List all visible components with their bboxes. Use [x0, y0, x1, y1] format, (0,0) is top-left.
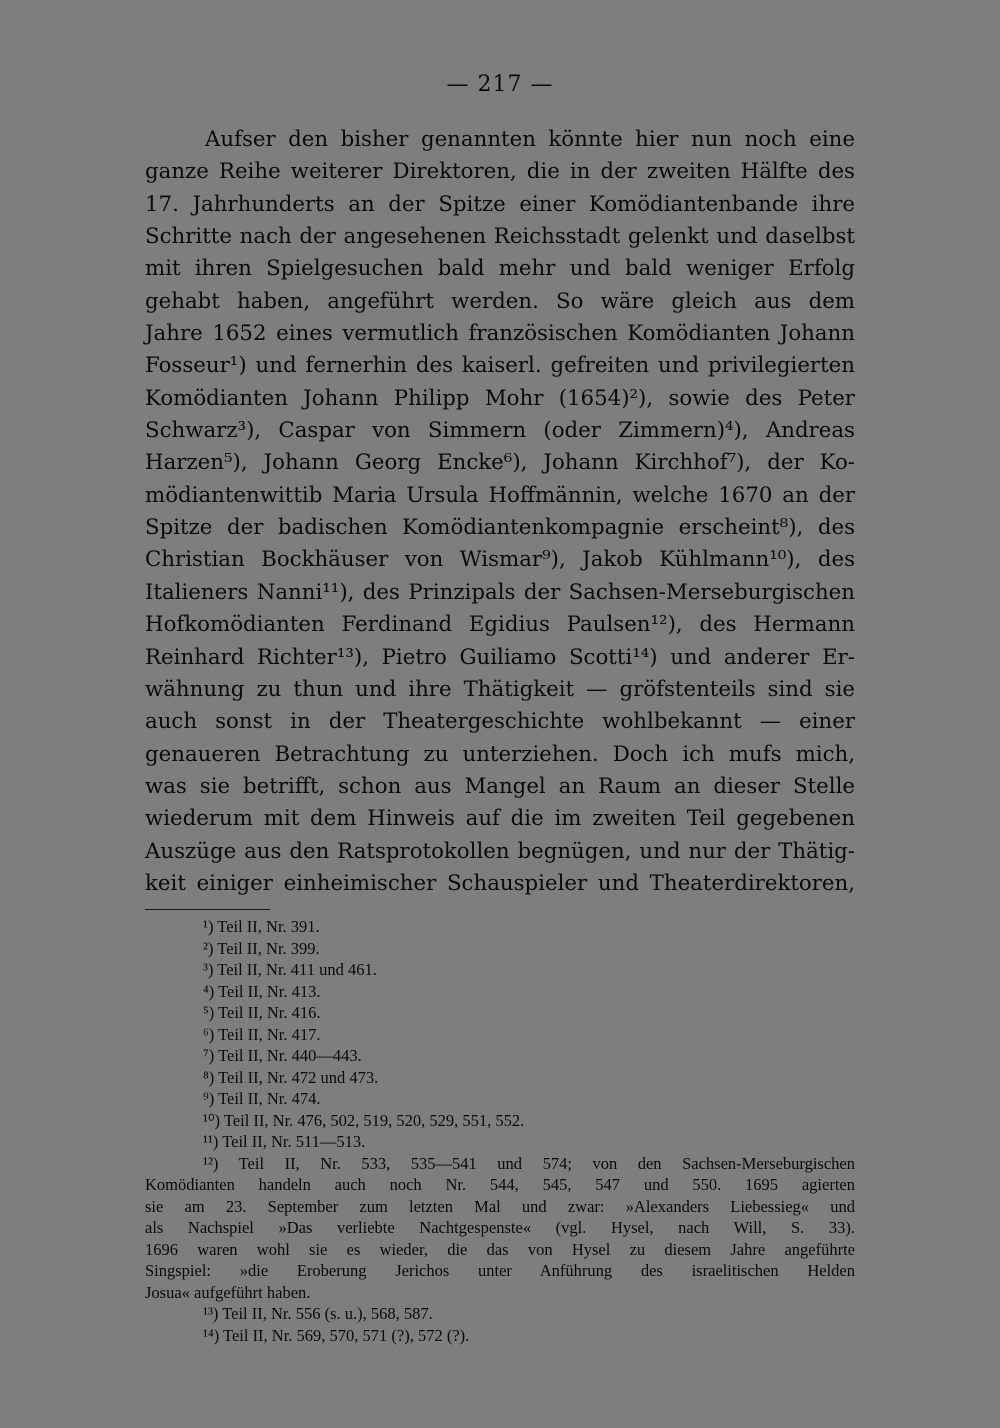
paragraph-line: Auszüge aus den Ratsprotokollen begnügen, und nur der Thätig- — [145, 838, 855, 864]
paragraph-line: was sie betrifft, schon aus Mangel an Raum an dieser Stelle — [145, 773, 855, 799]
footnote: ⁵) Teil II, Nr. 416. — [203, 1003, 321, 1022]
footnote-12-line: Josua« aufgeführt haben. — [145, 1282, 311, 1302]
paragraph-line: keit einiger einheimischer Schauspieler und Theaterdirektoren, — [145, 870, 855, 896]
main-paragraph — [145, 124, 855, 900]
paragraph-line: wähnung zu thun und ihre Thätigkeit — gröfstenteils sind sie — [145, 676, 855, 702]
paragraph-line: Hofkomödianten Ferdinand Egidius Paulsen¹²), des Hermann — [145, 612, 855, 638]
footnote: ¹⁰) Teil II, Nr. 476, 502, 519, 520, 529, 551, 552. — [203, 1110, 525, 1130]
footnote-12-line: ¹²) Teil II, Nr. 533, 535—541 und 574; von den Sachsen-Merseburgischen — [203, 1153, 855, 1173]
footnote: ¹) Teil II, Nr. 391. — [203, 917, 320, 936]
paragraph-line: Harzen⁵), Johann Georg Encke⁶), Johann Kirchhof⁷), der Ko- — [145, 450, 855, 476]
footnote: ⁹) Teil II, Nr. 474. — [203, 1089, 321, 1108]
footnote: ³) Teil II, Nr. 411 und 461. — [203, 960, 377, 979]
paragraph-line: Schwarz³), Caspar von Simmern (oder Zimmern)⁴), Andreas — [145, 418, 855, 444]
footnote-12-line: als Nachspiel »Das verliebte Nachtgespenste« (vgl. Hysel, nach Will, S. 33). — [145, 1218, 855, 1237]
footnote: ²) Teil II, Nr. 399. — [203, 938, 320, 958]
footnote: ¹⁴) Teil II, Nr. 569, 570, 571 (?), 572 (?). — [203, 1325, 470, 1345]
footnote: ⁶) Teil II, Nr. 417. — [203, 1024, 321, 1044]
footnotes — [145, 916, 855, 1346]
paragraph-line: Aufser den bisher genannten könnte hier nun noch eine — [205, 127, 855, 152]
footnote: ¹¹) Teil II, Nr. 511—513. — [203, 1132, 366, 1151]
paragraph-line: wiederum mit dem Hinweis auf die im zweiten Teil gegebenen — [145, 806, 855, 832]
footnote-12-line: Komödianten handeln auch noch Nr. 544, 545, 547 und 550. 1695 agierten — [145, 1175, 855, 1194]
footnote-12-line: Singspiel: »die Eroberung Jerichos unter Anführung des israelitischen Helden — [145, 1261, 855, 1280]
paragraph-line: Jahre 1652 eines vermutlich französischen Komödianten Johann — [145, 321, 855, 347]
paragraph-line: Christian Bockhäuser von Wismar⁹), Jakob Kühlmann¹⁰), des — [145, 547, 855, 573]
footnote: ⁷) Teil II, Nr. 440—443. — [203, 1046, 362, 1065]
page-number: — 217 — — [446, 72, 554, 97]
paragraph-line: Komödianten Johann Philipp Mohr (1654)²), sowie des Peter — [145, 385, 855, 411]
paragraph-line: Reinhard Richter¹³), Pietro Guiliamo Scotti¹⁴) und anderer Er- — [145, 644, 855, 670]
paragraph-line: Fosseur¹) und fernerhin des kaiserl. gefreiten und privilegierten — [145, 353, 855, 379]
paragraph-line: auch sonst in der Theatergeschichte wohlbekannt — einer — [145, 709, 855, 735]
paragraph-line: genaueren Betrachtung zu unterziehen. Doch ich mufs mich, — [145, 741, 855, 767]
footnote-12-line: sie am 23. September zum letzten Mal und zwar: »Alexanders Liebessieg« und — [145, 1196, 855, 1216]
paragraph-line: gehabt haben, angeführt werden. So wäre gleich aus dem — [145, 288, 855, 314]
footnote: ⁸) Teil II, Nr. 472 und 473. — [203, 1067, 379, 1087]
footnote: ⁴) Teil II, Nr. 413. — [203, 981, 321, 1001]
footnote-12-line: 1696 waren wohl sie es wieder, die das von Hysel zu diesem Jahre angeführte — [145, 1239, 855, 1259]
footnote: ¹³) Teil II, Nr. 556 (s. u.), 568, 587. — [203, 1304, 433, 1323]
paragraph-line: mödiantenwittib Maria Ursula Hoffmännin, welche 1670 an der — [145, 482, 855, 508]
paragraph-line: mit ihren Spielgesuchen bald mehr und bald weniger Erfolg — [145, 256, 855, 282]
paragraph-line: Schritte nach der angesehenen Reichsstadt gelenkt und daselbst — [145, 224, 855, 250]
footnote-separator — [145, 909, 270, 910]
paragraph-line: Italieners Nanni¹¹), des Prinzipals der Sachsen-Merseburgischen — [145, 579, 855, 605]
paragraph-line: 17. Jahrhunderts an der Spitze einer Komödiantenbande ihre — [145, 191, 855, 217]
paragraph-line: ganze Reihe weiterer Direktoren, die in der zweiten Hälfte des — [145, 159, 855, 185]
paragraph-line: Spitze der badischen Komödiantenkompagnie erscheint⁸), des — [145, 515, 855, 541]
